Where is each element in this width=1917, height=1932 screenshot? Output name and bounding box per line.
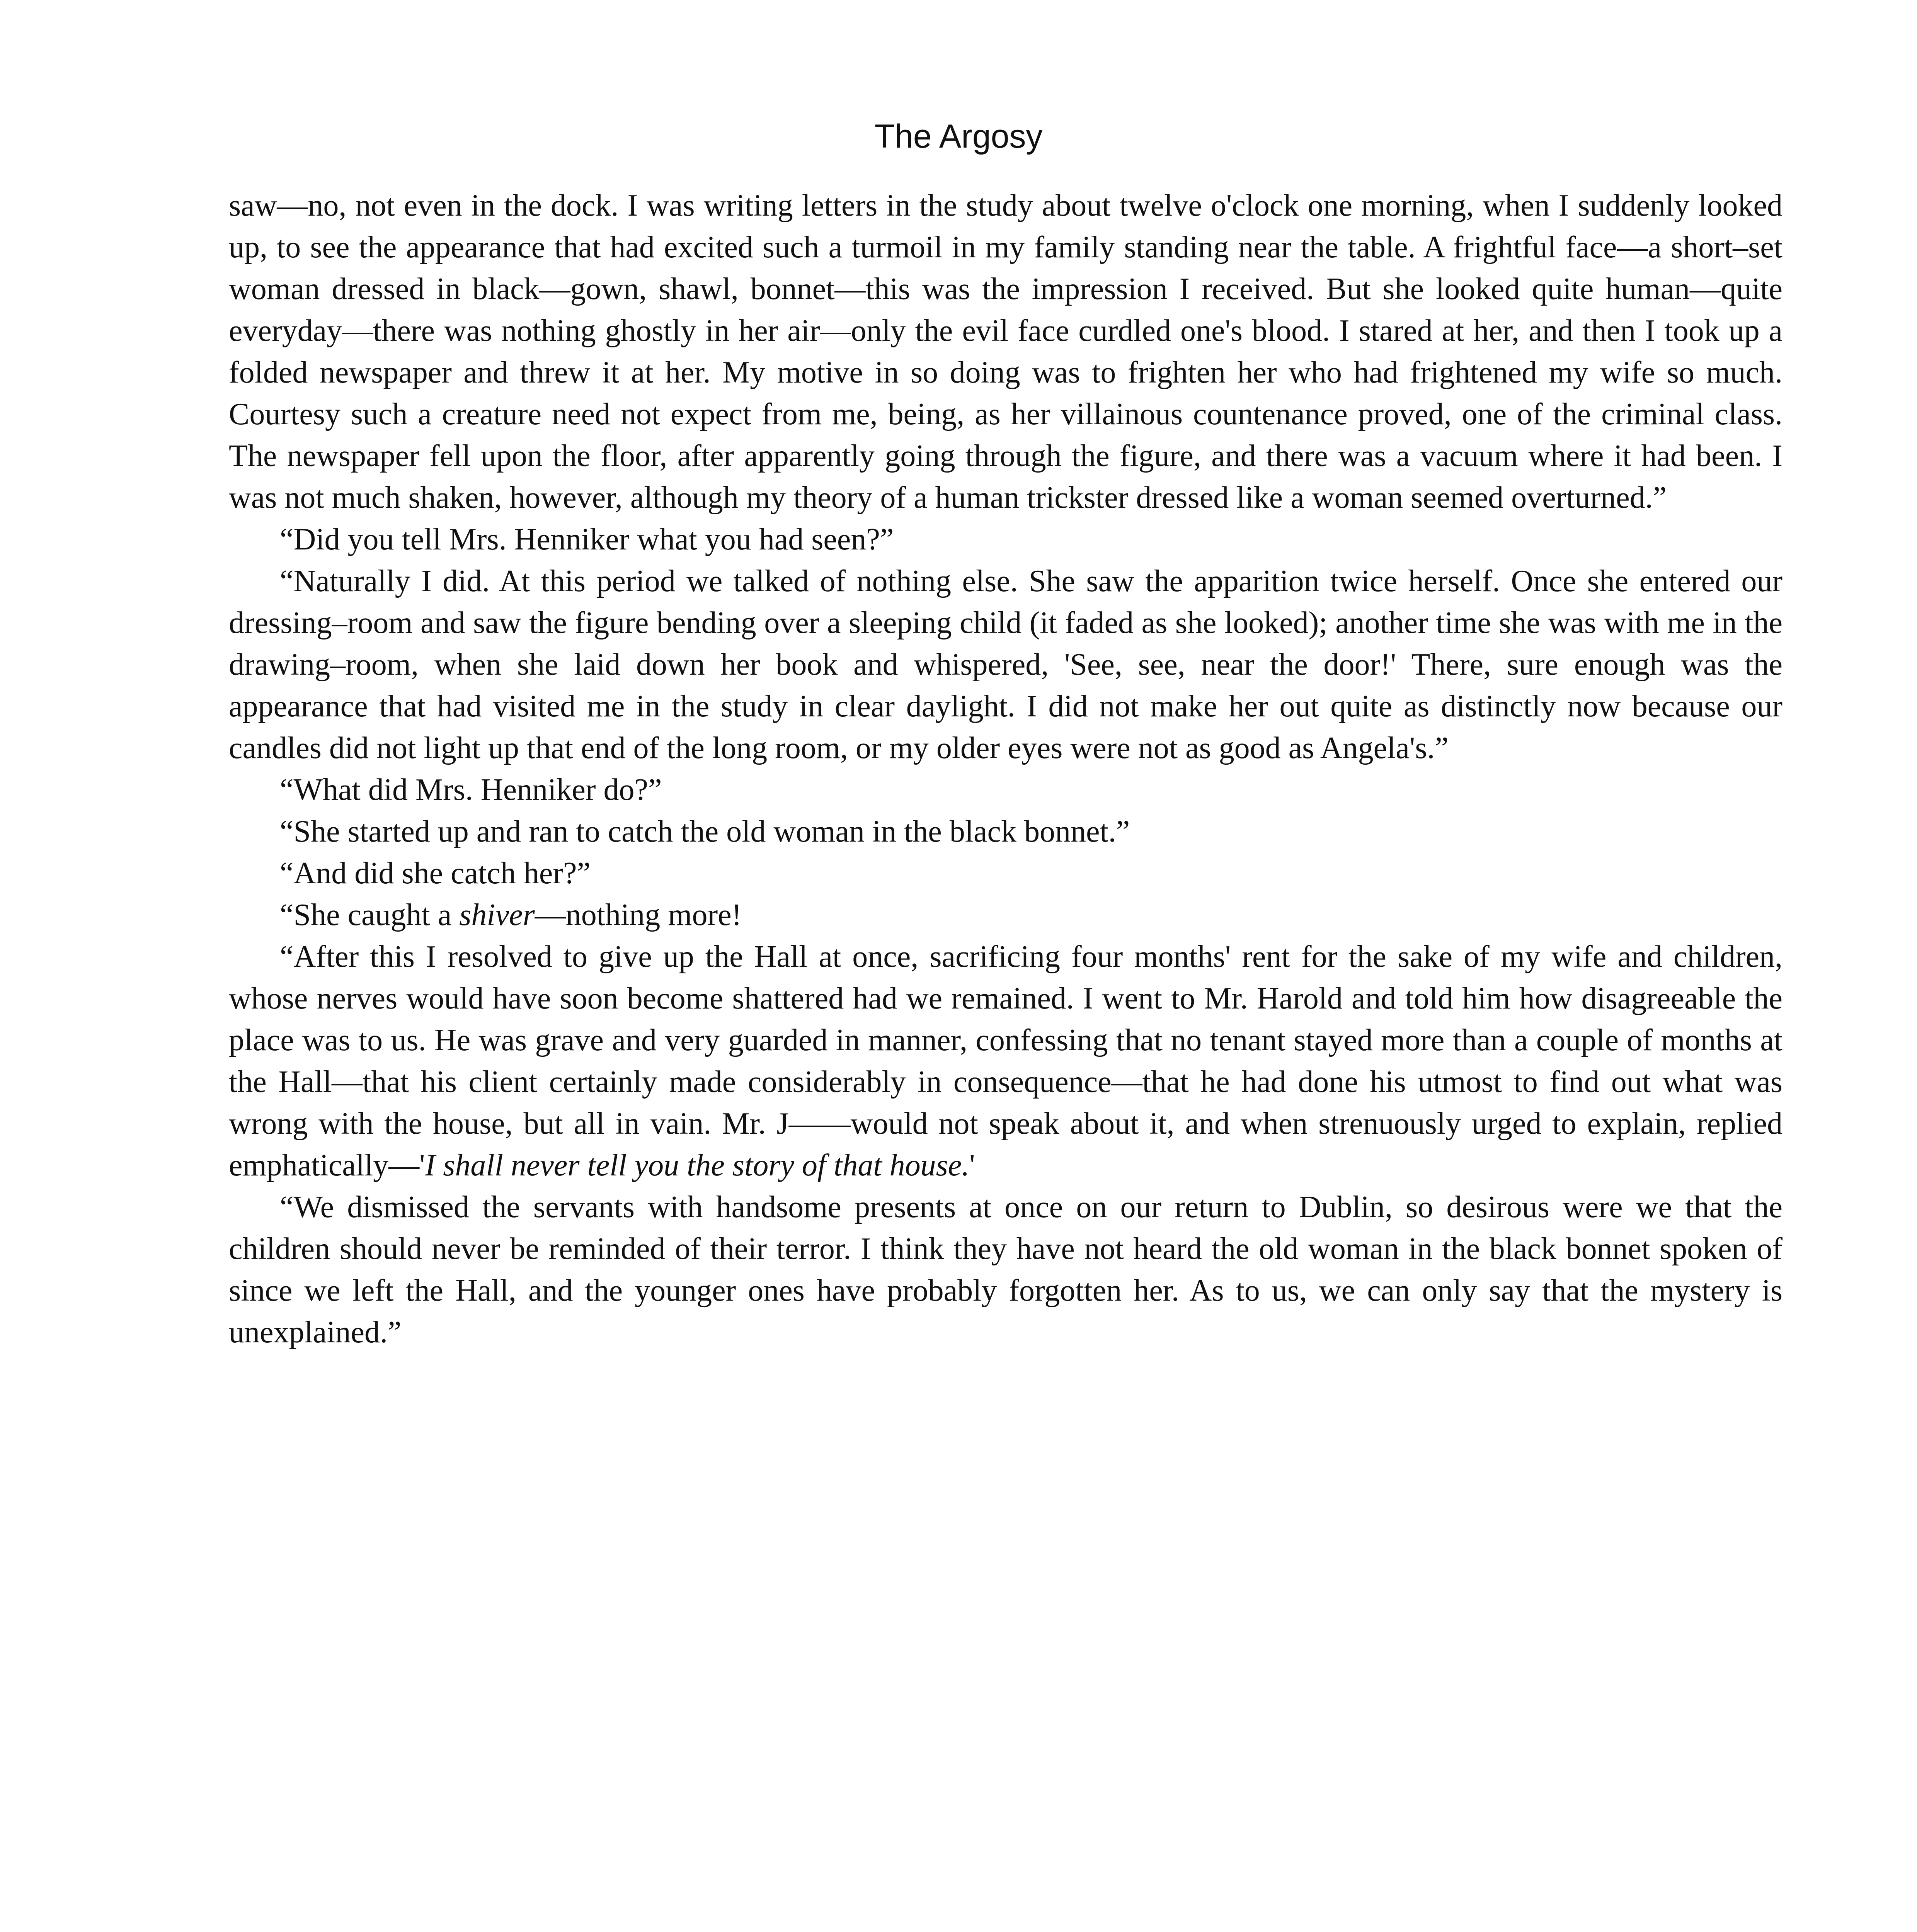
paragraph-text: “What did Mrs. Henniker do?” xyxy=(280,773,662,807)
italic-word: shiver xyxy=(459,898,535,932)
paragraph-text: “She started up and ran to catch the old woman in the black bonnet.” xyxy=(280,815,1130,849)
italic-quote: I shall never tell you the story of that house. xyxy=(425,1148,970,1182)
paragraph xyxy=(229,519,1783,560)
paragraph-text: saw—no, not even in the dock. I was writing letters in the study about twelve o'clock one morning, when I suddenly looked up, to see the appearance that had excited such a turmoil in my family standing near the table. A frightful face—a short–set woman dressed in black—gown, shawl, bonnet—this was the impression I received. But she looked quite human—quite everyday—there was nothing ghostly in her air—only the evil face curdled one's blood. I stared at her, and then I took up a folded newspaper and threw it at her. My motive in so doing was to frighten her who had frightened my wife so much. Courtesy such a creature need not expect from me, being, as her villainous countenance proved, one of the criminal class. The newspaper fell upon the floor, after apparently going through the figure, and there was a vacuum where it had been. I was not much shaken, however, although my theory of a human trickster dressed like a woman seemed overturned.” xyxy=(229,189,1783,515)
paragraph-text: “We dismissed the servants with handsome presents at once on our return to Dublin, so desirous were we that the children should never be reminded of their terror. I think they have not heard the old woman in the black bonnet spoken of since we left the Hall, and the younger ones have probably forgotten her. As to us, we can only say that the mystery is unexplained.” xyxy=(229,1190,1783,1349)
body-text xyxy=(229,185,1783,1353)
paragraph-text: “Naturally I did. At this period we talked of nothing else. She saw the apparition twice herself. Once she entered our dressing–room and saw the figure bending over a sleeping child (it faded as she looked); another time she was with me in the drawing–room, when she laid down her book and whispered, 'See, see, near the door!' There, sure enough was the appearance that had visited me in the study in clear daylight. I did not make her out quite as distinctly now because our candles did not light up that end of the long room, or my older eyes were not as good as Angela's.” xyxy=(229,564,1783,765)
paragraph xyxy=(229,852,1783,894)
paragraph xyxy=(229,894,1783,936)
running-header: The Argosy xyxy=(874,118,1043,155)
paragraph xyxy=(229,811,1783,852)
paragraph-text: “She caught a xyxy=(280,898,460,932)
paragraph-text-tail: —nothing more! xyxy=(535,898,742,932)
paragraph xyxy=(229,936,1783,1186)
paragraph-text: “After this I resolved to give up the Hall at once, sacrificing four months' rent for the sake of my wife and children, whose nerves would have soon become shattered had we remained. I went to Mr. Harold and told him how disagreeable the place was to us. He was grave and very guarded in manner, confessing that no tenant stayed more than a couple of months at the Hall—that his client certainly made considerably in consequence—that he had done his utmost to find out what was wrong with the house, but all in vain. Mr. J——would not speak about it, and when strenuously urged to explain, replied emphatically—' xyxy=(229,940,1783,1182)
paragraph xyxy=(229,769,1783,811)
paragraph xyxy=(229,185,1783,519)
paragraph xyxy=(229,1186,1783,1353)
paragraph xyxy=(229,560,1783,769)
paragraph-text-tail: ' xyxy=(969,1148,975,1182)
paragraph-text: “Did you tell Mrs. Henniker what you had seen?” xyxy=(280,522,894,556)
paragraph-text: “And did she catch her?” xyxy=(280,856,591,890)
